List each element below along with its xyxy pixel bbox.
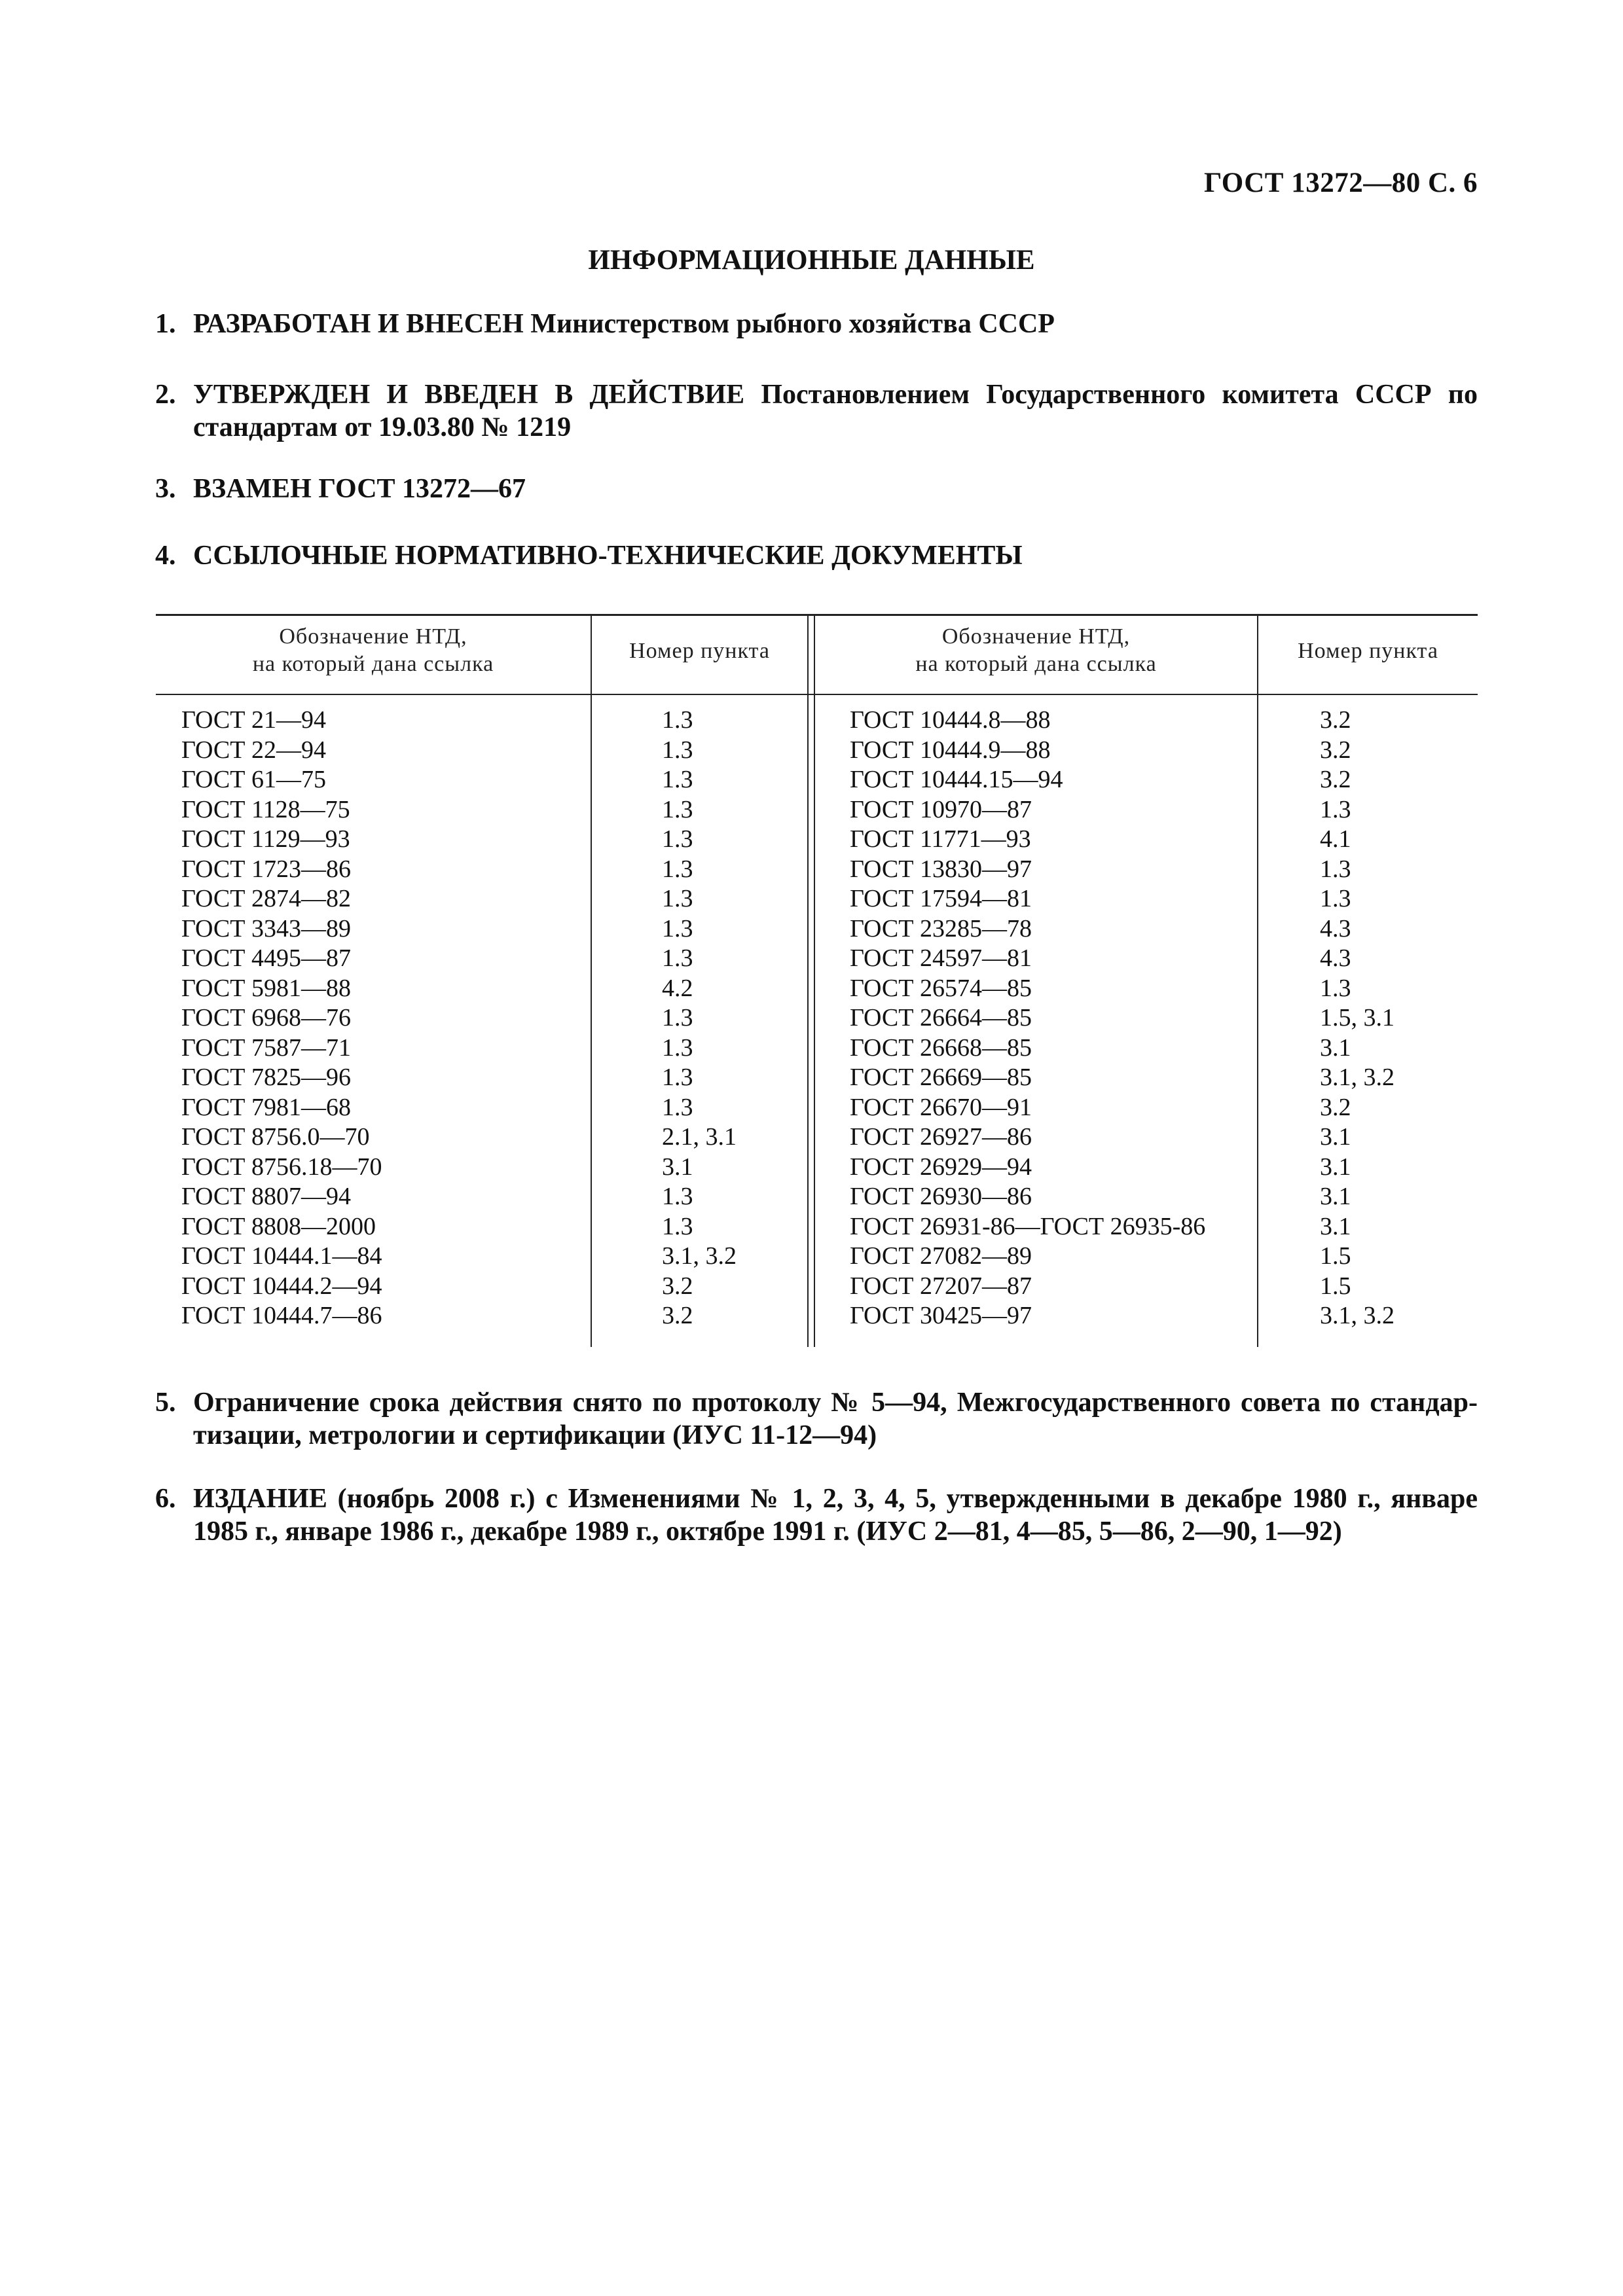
header-clause-right: Номер пункта	[1298, 639, 1438, 663]
table-cell-clause: 1.3	[662, 944, 693, 972]
item-number: 4.	[155, 541, 176, 571]
table-cell-designation: ГОСТ 3343—89	[181, 914, 351, 942]
info-item-1	[155, 308, 1478, 340]
table-cell-designation: ГОСТ 10444.8—88	[850, 706, 1051, 734]
item-number: 3.	[155, 474, 176, 504]
table-cell-clause: 4.3	[1320, 914, 1351, 942]
info-item-2	[155, 378, 1478, 444]
table-cell-clause: 1.3	[662, 1183, 693, 1210]
table-cell-clause: 1.3	[662, 736, 693, 764]
table-cell-clause: 3.1, 3.2	[662, 1242, 737, 1270]
table-cell-clause: 1.3	[662, 1093, 693, 1121]
item-text: ВЗАМЕН ГОСТ 13272—67	[193, 474, 526, 504]
table-cell-clause: 1.3	[1320, 974, 1351, 1002]
table-cell-clause: 3.2	[1320, 736, 1351, 764]
table-cell-clause: 1.3	[1320, 885, 1351, 912]
column-double-divider	[807, 614, 815, 1347]
table-cell-designation: ГОСТ 10444.15—94	[850, 766, 1063, 793]
table-cell-designation: ГОСТ 26664—85	[850, 1004, 1032, 1031]
table-cell-clause: 3.1, 3.2	[1320, 1064, 1395, 1091]
left-doc-column	[181, 706, 382, 1331]
right-doc-column	[850, 706, 1205, 1331]
table-cell-designation: ГОСТ 24597—81	[850, 944, 1032, 972]
table-cell-clause: 1.5, 3.1	[1320, 1004, 1395, 1031]
table-cell-designation: ГОСТ 10970—87	[850, 795, 1032, 823]
item-number: 1.	[155, 309, 176, 339]
page-header: ГОСТ 13272—80 С. 6	[1203, 168, 1478, 198]
table-cell-designation: ГОСТ 26668—85	[850, 1033, 1032, 1062]
table-cell-designation: ГОСТ 26669—85	[850, 1064, 1032, 1091]
table-cell-clause: 1.3	[662, 1212, 693, 1240]
table-cell-designation: ГОСТ 7825—96	[181, 1064, 351, 1091]
table-cell-clause: 3.1	[1320, 1033, 1351, 1062]
item-text: Ограничение срока действия снято по протоколу № 5—94, Межгосударственного совета по стандартизации, метрологии и сертификации (ИУС 11-12—94)	[193, 1388, 1478, 1450]
table-cell-designation: ГОСТ 8807—94	[181, 1183, 351, 1210]
table-header-rule	[156, 694, 1478, 695]
item-text: РАЗРАБОТАН И ВНЕСЕН Министерством рыбного хозяйства СССР	[193, 309, 1055, 339]
table-cell-clause: 1.3	[662, 706, 693, 734]
table-cell-clause: 3.2	[1320, 1093, 1351, 1121]
table-cell-clause: 1.3	[662, 855, 693, 883]
table-cell-designation: ГОСТ 10444.7—86	[181, 1302, 382, 1329]
section-title: ИНФОРМАЦИОННЫЕ ДАННЫЕ	[588, 245, 1035, 276]
table-cell-clause: 1.3	[662, 795, 693, 823]
table-cell-designation: ГОСТ 13830—97	[850, 855, 1032, 883]
table-cell-clause: 3.1	[1320, 1212, 1351, 1240]
column-divider	[591, 614, 592, 1347]
column-divider	[1257, 614, 1258, 1347]
table-cell-designation: ГОСТ 26931-86—ГОСТ 26935-86	[850, 1212, 1206, 1240]
table-cell-designation: ГОСТ 7981—68	[181, 1093, 351, 1121]
table-cell-clause: 1.3	[662, 885, 693, 912]
table-cell-designation: ГОСТ 8756.0—70	[181, 1123, 370, 1151]
table-cell-designation: ГОСТ 8808—2000	[181, 1212, 376, 1240]
table-cell-designation: ГОСТ 1129—93	[181, 825, 350, 853]
table-cell-clause: 1.3	[1320, 795, 1351, 823]
table-cell-designation: ГОСТ 10444.9—88	[850, 736, 1051, 764]
table-cell-designation: ГОСТ 27207—87	[850, 1272, 1032, 1300]
table-cell-designation: ГОСТ 4495—87	[181, 944, 351, 972]
table-cell-designation: ГОСТ 8756.18—70	[181, 1153, 382, 1181]
table-cell-designation: ГОСТ 1723—86	[181, 855, 351, 883]
table-cell-designation: ГОСТ 30425—97	[850, 1302, 1032, 1329]
table-cell-clause: 3.2	[1320, 706, 1351, 734]
table-cell-designation: ГОСТ 5981—88	[181, 974, 351, 1002]
table-cell-designation: ГОСТ 26929—94	[850, 1153, 1032, 1181]
table-cell-clause: 4.1	[1320, 825, 1351, 853]
table-cell-clause: 1.3	[1320, 855, 1351, 883]
table-cell-designation: ГОСТ 2874—82	[181, 885, 351, 912]
table-cell-designation: ГОСТ 26927—86	[850, 1123, 1032, 1151]
table-cell-clause: 3.1	[1320, 1123, 1351, 1151]
table-cell-designation: ГОСТ 21—94	[181, 706, 326, 734]
table-cell-designation: ГОСТ 27082—89	[850, 1242, 1032, 1270]
table-cell-clause: 3.2	[662, 1302, 693, 1329]
table-cell-clause: 3.1, 3.2	[1320, 1302, 1395, 1329]
table-cell-designation: ГОСТ 11771—93	[850, 825, 1031, 853]
item-number: 5.	[155, 1388, 176, 1418]
table-cell-designation: ГОСТ 26574—85	[850, 974, 1032, 1002]
left-clause-column	[662, 706, 737, 1331]
table-cell-clause: 3.1	[1320, 1183, 1351, 1210]
table-cell-clause: 1.3	[662, 1064, 693, 1091]
item-text: УТВЕРЖДЕН И ВВЕДЕН В ДЕЙСТВИЕ Постановлением Государственного комитета СССР по стандартам от 19.03.80 № 1219	[193, 380, 1478, 442]
info-item-4	[155, 539, 1478, 572]
info-item-6	[155, 1482, 1478, 1548]
table-cell-designation: ГОСТ 22—94	[181, 736, 326, 764]
table-cell-clause: 2.1, 3.1	[662, 1123, 737, 1151]
item-number: 2.	[155, 380, 176, 410]
table-cell-clause: 3.2	[1320, 766, 1351, 793]
table-cell-clause: 4.3	[1320, 944, 1351, 972]
table-cell-clause: 1.3	[662, 1004, 693, 1031]
table-cell-designation: ГОСТ 26930—86	[850, 1183, 1032, 1210]
table-cell-clause: 3.1	[662, 1153, 693, 1181]
table-cell-designation: ГОСТ 10444.2—94	[181, 1272, 382, 1300]
item-text: ИЗДАНИЕ (ноябрь 2008 г.) с Изменениями № 1, 2, 3, 4, 5, утвержденными в декабре 1980 г., январе 1985 г., январе 1986 г., декабре 1989 г., октябре 1991 г. (ИУС 2—81, 4—85, 5—86, 2—90, 1—92)	[193, 1484, 1478, 1547]
table-cell-clause: 3.1	[1320, 1153, 1351, 1181]
right-clause-column	[1320, 706, 1395, 1331]
item-text: ССЫЛОЧНЫЕ НОРМАТИВНО-ТЕХНИЧЕСКИЕ ДОКУМЕНТЫ	[193, 541, 1023, 571]
table-cell-designation: ГОСТ 26670—91	[850, 1093, 1032, 1121]
table-cell-designation: ГОСТ 6968—76	[181, 1004, 351, 1031]
info-item-5	[155, 1386, 1478, 1452]
table-cell-clause: 1.3	[662, 1033, 693, 1062]
info-item-3	[155, 473, 1478, 505]
reference-documents-table	[156, 614, 1478, 1347]
table-cell-clause: 1.5	[1320, 1242, 1351, 1270]
header-clause-left: Номер пункта	[629, 639, 770, 663]
table-cell-clause: 1.5	[1320, 1272, 1351, 1300]
table-cell-clause: 1.3	[662, 914, 693, 942]
table-cell-designation: ГОСТ 7587—71	[181, 1033, 351, 1062]
item-number: 6.	[155, 1484, 176, 1514]
table-cell-designation: ГОСТ 23285—78	[850, 914, 1032, 942]
table-cell-designation: ГОСТ 1128—75	[181, 795, 350, 823]
table-cell-clause: 3.2	[662, 1272, 693, 1300]
header-designation-left: Обозначение НТД, на который дана ссылка	[252, 624, 494, 676]
table-cell-clause: 1.3	[662, 766, 693, 793]
table-top-rule	[156, 614, 1478, 616]
table-cell-designation: ГОСТ 10444.1—84	[181, 1242, 382, 1270]
table-cell-clause: 1.3	[662, 825, 693, 853]
table-cell-designation: ГОСТ 17594—81	[850, 885, 1032, 912]
table-cell-designation: ГОСТ 61—75	[181, 766, 326, 793]
table-cell-clause: 4.2	[662, 974, 693, 1002]
header-designation-right: Обозначение НТД, на который дана ссылка	[915, 624, 1157, 676]
